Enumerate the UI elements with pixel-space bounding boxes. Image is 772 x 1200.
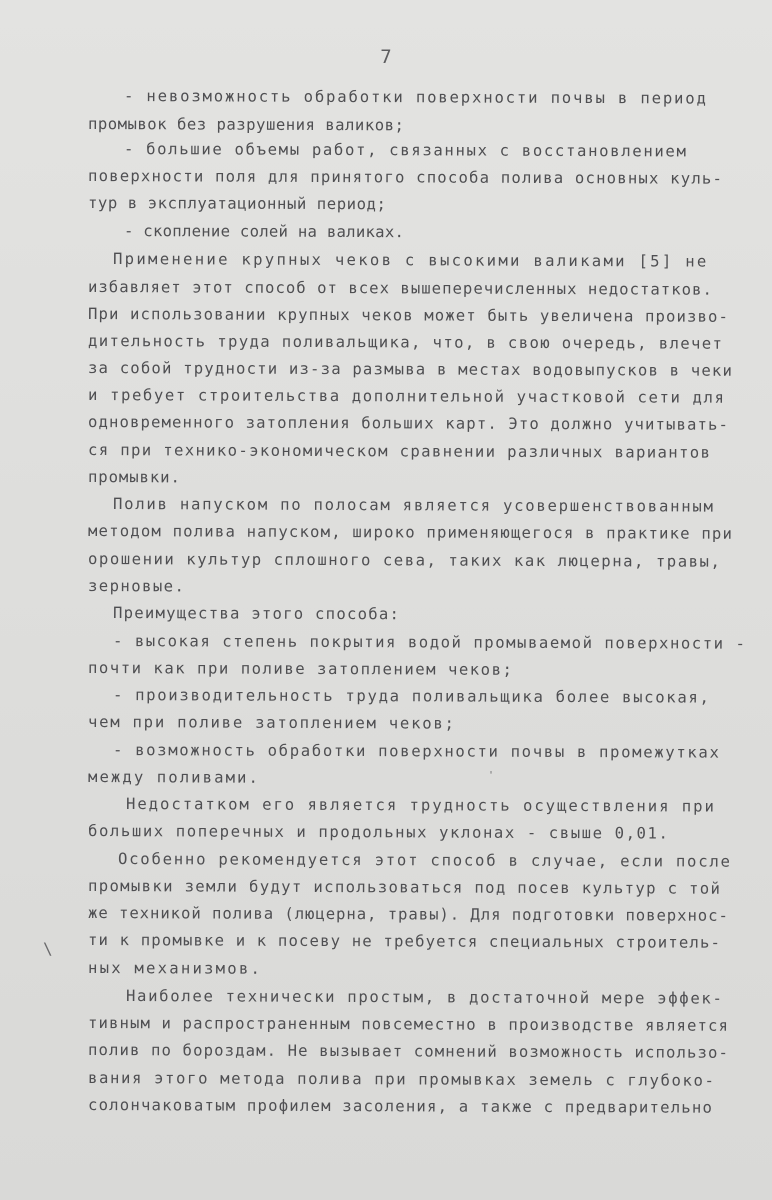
text-line: вания этого метода полива при промывках земель с глубоко- bbox=[87, 1069, 716, 1090]
text-line: ти к промывке и к посеву не требуется специальных строитель- bbox=[87, 931, 722, 952]
text-line: - большие объемы работ, связанных с восстановлением bbox=[123, 140, 688, 161]
text-line: полив по бороздам. Не вызывает сомнений возможность использо- bbox=[87, 1041, 730, 1062]
text-line: поверхности поля для принятого способа полива основных куль- bbox=[87, 167, 724, 188]
text-line: - высокая степень покрытия водой промываемой поверхности - bbox=[112, 632, 747, 653]
text-line: зерновые. bbox=[87, 577, 186, 596]
text-line: орошении культур сплошного сева, таких как люцерна, травы, bbox=[87, 550, 722, 571]
text-line: ся при технико-экономическом сравнении различных вариантов bbox=[87, 441, 712, 462]
text-line: ных механизмов. bbox=[87, 959, 263, 978]
text-line: почти как при поливе затоплением чеков; bbox=[87, 659, 514, 679]
margin-mark: \ bbox=[43, 939, 53, 958]
text-line: Применение крупных чеков с высокими валиками [5] не bbox=[112, 250, 709, 271]
text-line: методом полива напуском, широко применяющегося в практике при bbox=[87, 522, 734, 543]
text-line: солончаковатым профилем засоления, а также с предварительно bbox=[87, 1096, 714, 1117]
text-line: Наиболее технически простым, в достаточной мере эффек- bbox=[125, 987, 724, 1008]
text-line: - возможность обработки поверхности почвы в промежутках bbox=[112, 741, 721, 762]
text-line: же техникой полива (люцерна, травы). Для подготовки поверхнос- bbox=[87, 904, 729, 925]
text-line: - производительность труда поливальщика более высокая, bbox=[112, 686, 711, 707]
text-line: за собой трудности из-за размыва в местах водовыпусков в чеки bbox=[87, 359, 734, 380]
text-line: Преимущества этого способа: bbox=[112, 604, 401, 624]
text-line: - скопление солей на валиках. bbox=[123, 222, 405, 242]
text-line: При использовании крупных чеков может быть увеличена произво- bbox=[87, 305, 730, 326]
text-line: больших поперечных и продольных уклонах - свыше 0,01. bbox=[87, 822, 670, 843]
text-line: Недостатком его является трудность осуществления при bbox=[125, 795, 716, 816]
text-line: - невозможность обработки поверхности почвы в период bbox=[123, 87, 708, 108]
page-number: 7 bbox=[380, 46, 392, 68]
text-line: и требует строительства дополнительной участковой сети для bbox=[87, 386, 726, 407]
text-line: Полив напуском по полосам является усовершенствованным bbox=[112, 495, 715, 516]
text-line: промывки. bbox=[87, 468, 181, 487]
text-line: промывок без разрушения валиков; bbox=[87, 115, 405, 135]
text-line: промывки земли будут использоваться под посев культур с той bbox=[87, 877, 722, 898]
text-line: избавляет этот способ от всех вышеперечисленных недостатков. bbox=[87, 278, 713, 299]
ink-speck: ' bbox=[488, 770, 495, 781]
text-line: между поливами. bbox=[87, 768, 261, 787]
text-line: тур в эксплуатационный период; bbox=[87, 194, 387, 214]
text-line: тивным и распространенным повсеместно в производстве является bbox=[87, 1014, 730, 1035]
text-line: дительность труда поливальщика, что, в свою очередь, влечет bbox=[87, 332, 724, 353]
text-line: чем при поливе затоплением чеков; bbox=[87, 713, 456, 733]
text-line: одновременного затопления больших карт. Это должно учитывать- bbox=[87, 413, 730, 434]
text-line: Особенно рекомендуется этот способ в случае, если после bbox=[117, 850, 732, 871]
